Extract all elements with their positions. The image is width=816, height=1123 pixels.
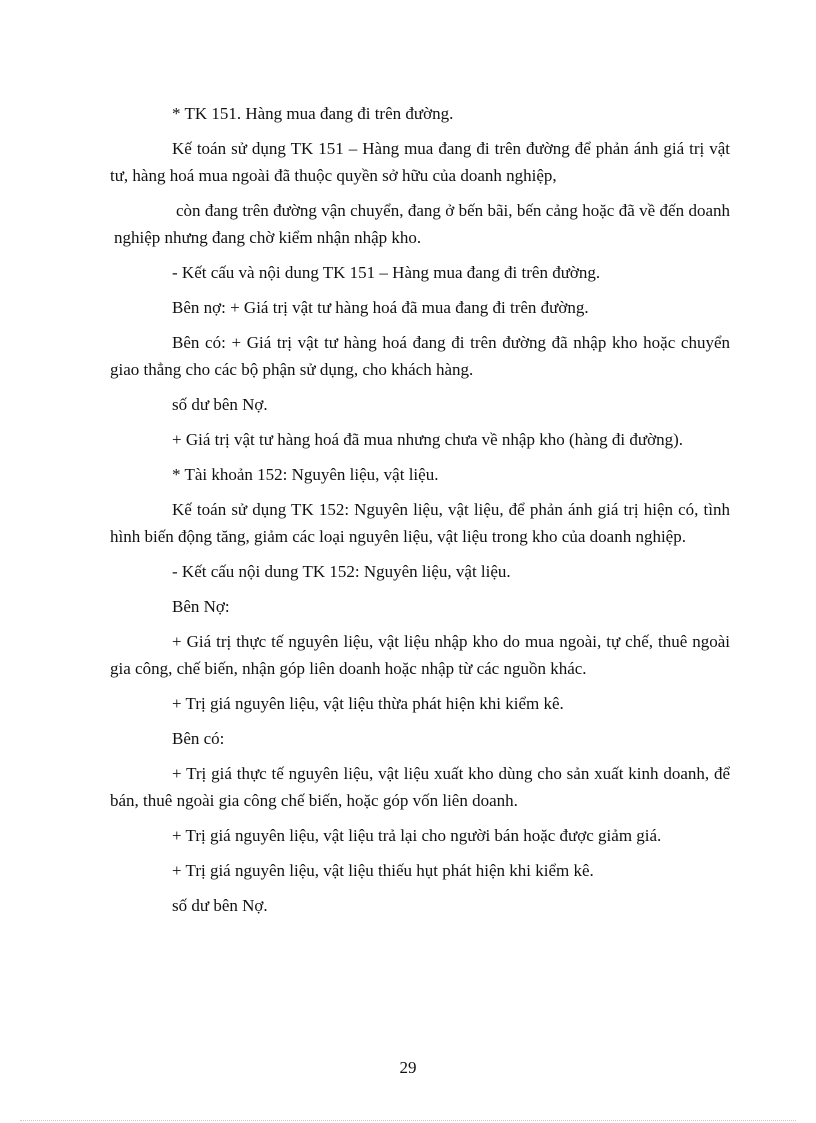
subheading-tk152-structure: - Kết cấu nội dung TK 152: Nguyên liệu, vật liệu. <box>172 562 511 581</box>
heading-tk152: * Tài khoản 152: Nguyên liệu, vật liệu. <box>172 465 439 484</box>
heading-tk151: * TK 151. Hàng mua đang đi trên đường. <box>172 104 454 123</box>
paragraph-tk151-usage-cont: còn đang trên đường vận chuyển, đang ở bến bãi, bến cảng hoặc đã về đến doanh nghiệp nhưng đang chờ kiểm nhận nhập kho. <box>114 201 730 247</box>
page-bottom-divider <box>20 1120 796 1121</box>
paragraph-tk152-credit-label: Bên có: <box>172 729 225 748</box>
page-number: 29 <box>399 1058 417 1077</box>
paragraph-tk151-balance: số dư bên Nợ. <box>172 395 268 414</box>
paragraph-tk152-credit-item-3: + Trị giá nguyên liệu, vật liệu thiếu hụt phát hiện khi kiểm kê. <box>172 861 594 880</box>
paragraph-tk151-credit: Bên có: + Giá trị vật tư hàng hoá đang đi trên đường đã nhập kho hoặc chuyển giao thẳng cho các bộ phận sử dụng, cho khách hàng. <box>110 333 730 379</box>
paragraph-tk152-debit-label: Bên Nợ: <box>172 597 230 616</box>
paragraph-tk152-usage: Kế toán sử dụng TK 152: Nguyên liệu, vật liệu, để phản ánh giá trị hiện có, tình hình biến động tăng, giảm các loại nguyên liệu, vật liệu trong kho của doanh nghiệp. <box>110 500 730 546</box>
paragraph-tk152-balance: số dư bên Nợ. <box>172 896 268 915</box>
paragraph-tk152-credit-item-2: + Trị giá nguyên liệu, vật liệu trả lại cho người bán hoặc được giảm giá. <box>172 826 662 845</box>
subheading-tk151-structure: - Kết cấu và nội dung TK 151 – Hàng mua đang đi trên đường. <box>172 263 601 282</box>
paragraph-tk151-balance-item: + Giá trị vật tư hàng hoá đã mua nhưng chưa về nhập kho (hàng đi đường). <box>172 430 684 449</box>
paragraph-tk151-debit: Bên nợ: + Giá trị vật tư hàng hoá đã mua đang đi trên đường. <box>172 298 589 317</box>
paragraph-tk152-credit-item-1: + Trị giá thực tế nguyên liệu, vật liệu xuất kho dùng cho sản xuất kinh doanh, để bán, thuê ngoài gia công chế biến, hoặc góp vốn liên doanh. <box>110 764 730 810</box>
page-body <box>110 100 730 927</box>
paragraph-tk152-debit-item-1: + Giá trị thực tế nguyên liệu, vật liệu nhập kho do mua ngoài, tự chế, thuê ngoài gia công, chế biến, nhận góp liên doanh hoặc nhập từ các nguồn khác. <box>110 632 730 678</box>
paragraph-tk152-debit-item-2: + Trị giá nguyên liệu, vật liệu thừa phát hiện khi kiểm kê. <box>172 694 564 713</box>
paragraph-tk151-usage: Kế toán sử dụng TK 151 – Hàng mua đang đi trên đường để phản ánh giá trị vật tư, hàng hoá mua ngoài đã thuộc quyền sở hữu của doanh nghiệp, <box>110 139 730 185</box>
